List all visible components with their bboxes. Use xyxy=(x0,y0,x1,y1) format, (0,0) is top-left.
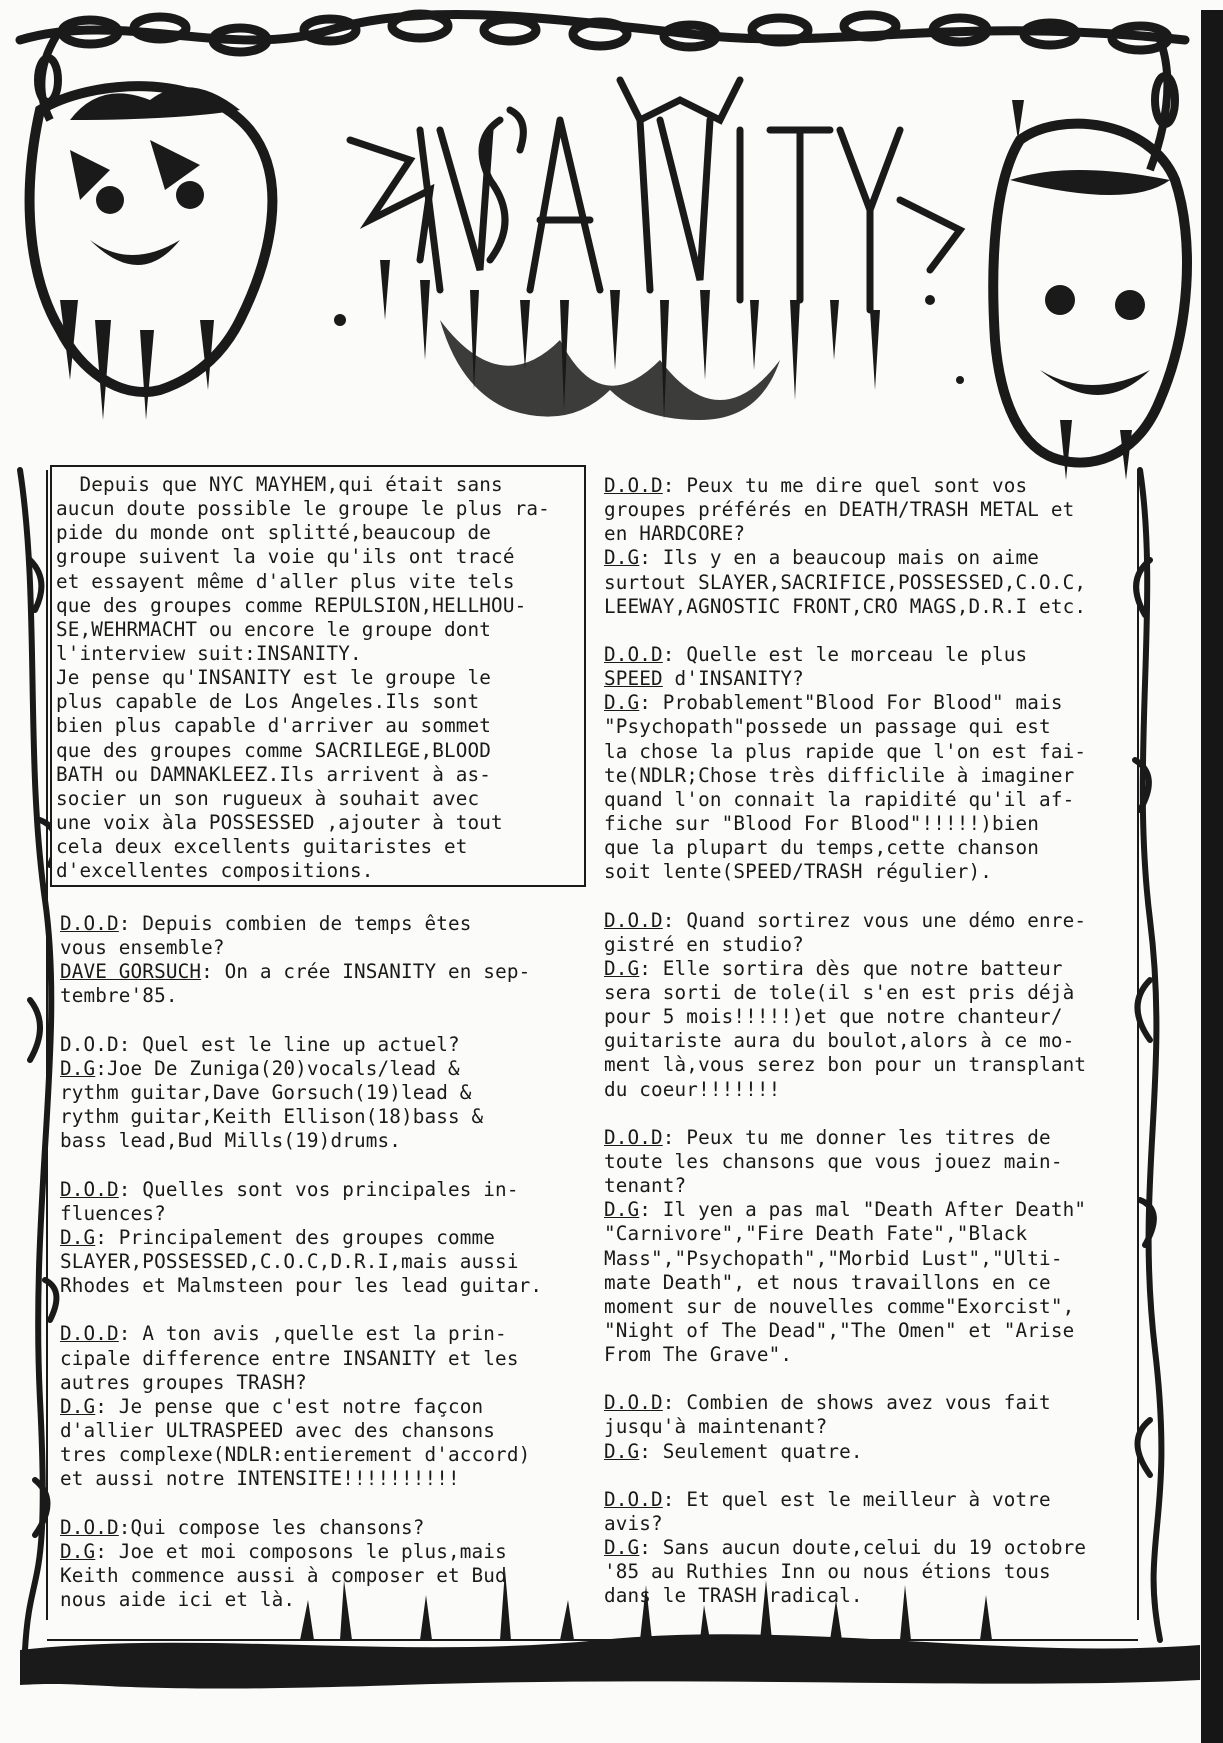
line-text: mate Death", et nous travaillons en ce xyxy=(604,1270,1051,1294)
line-text: "Psychopath"possede un passage qui est xyxy=(604,715,1051,739)
interview-line xyxy=(604,1440,1086,1464)
line-text: : Il yen a pas mal "Death After Death" xyxy=(639,1198,1087,1222)
intro-line: une voix àla POSSESSED ,ajouter à tout xyxy=(56,810,503,834)
interview-line xyxy=(604,1512,1086,1536)
intro-line: d'excellentes compositions. xyxy=(56,859,374,883)
intro-line: pide du monde ont splitté,beaucoup de xyxy=(56,521,492,545)
interview-line xyxy=(604,1174,1086,1198)
speaker-label: D.G xyxy=(604,691,640,715)
intro-line: que des groupes comme SACRILEGE,BLOOD xyxy=(56,738,492,762)
line-text: surtout SLAYER,SACRIFICE,POSSESSED,C.O.C, xyxy=(604,570,1087,594)
interview-line xyxy=(604,522,1086,546)
speaker-label: D.G xyxy=(604,956,640,980)
line-text: d'allier ULTRASPEED avec des chansons xyxy=(60,1418,496,1442)
interview-line xyxy=(60,1419,542,1443)
line-text: rythm guitar,Dave Gorsuch(19)lead & xyxy=(60,1080,472,1104)
line-text: SLAYER,POSSESSED,C.O.C,D.R.I,mais aussi xyxy=(60,1249,519,1273)
interview-line xyxy=(604,981,1086,1005)
interview-line xyxy=(604,1126,1086,1150)
line-text: sera sorti de tole(il s'en est pris déjà xyxy=(604,980,1075,1004)
interview-line xyxy=(604,1584,1086,1608)
insanity-logo-drawing xyxy=(350,80,960,310)
speaker-label: D.O.D xyxy=(604,1125,663,1149)
interview-line xyxy=(60,1009,542,1033)
line-text: Mass","Psychopath","Morbid Lust","Ulti- xyxy=(604,1246,1063,1270)
interview-line xyxy=(60,1178,542,1202)
line-text: moment sur de nouvelles comme"Exorcist", xyxy=(604,1294,1075,1318)
line-text: : On a crée INSANITY en sep- xyxy=(201,960,531,984)
interview-line xyxy=(604,1078,1086,1102)
intro-line: plus capable de Los Angeles.Ils sont xyxy=(56,690,480,714)
speaker-label: SPEED xyxy=(604,667,663,691)
line-text: nous aide ici et là. xyxy=(60,1587,296,1611)
line-text: tres complexe(NDLR:entierement d'accord) xyxy=(60,1443,531,1467)
line-text: : Quand sortirez vous une démo enre- xyxy=(662,908,1087,932)
line-text: "Night of The Dead","The Omen" et "Arise xyxy=(604,1318,1075,1342)
interview-line xyxy=(604,1053,1086,1077)
interview-line xyxy=(60,1202,542,1226)
line-text: dans le TRASH radical. xyxy=(604,1584,863,1608)
intro-line: groupe suivent la voie qu'ils ont tracé xyxy=(56,545,515,569)
line-text: Keith commence aussi à composer et Bud xyxy=(60,1563,507,1587)
interview-line xyxy=(60,1564,542,1588)
intro-line: cela deux excellents guitaristes et xyxy=(56,835,468,859)
interview-line xyxy=(60,1540,542,1564)
left-severed-head-drawing xyxy=(30,86,273,420)
speaker-label: D.G xyxy=(60,1056,96,1080)
interview-line xyxy=(60,1443,542,1467)
speaker-label: D.G xyxy=(60,1225,96,1249)
interview-line xyxy=(60,1274,542,1298)
interview-line xyxy=(60,1322,542,1346)
intro-line: aucun doute possible le groupe le plus ra- xyxy=(56,497,550,521)
line-text: bass lead,Bud Mills(19)drums. xyxy=(60,1129,401,1153)
interview-line xyxy=(604,1247,1086,1271)
interview-line xyxy=(60,1033,542,1057)
interview-line xyxy=(60,1467,542,1491)
speaker-label: D.G xyxy=(604,1536,640,1560)
speaker-label: D.G xyxy=(604,1439,640,1463)
interview-line xyxy=(60,984,542,1008)
line-text: du coeur!!!!!!! xyxy=(604,1077,781,1101)
intro-line: Depuis que NYC MAYHEM,qui était sans xyxy=(56,473,503,496)
line-text: pour 5 mois!!!!!)et que notre chanteur/ xyxy=(604,1005,1063,1029)
line-text: te(NDLR;Chose très difficlile à imaginer xyxy=(604,763,1075,787)
interview-line xyxy=(60,1105,542,1129)
line-text: et aussi notre INTENSITE!!!!!!!!!! xyxy=(60,1467,460,1491)
interview-line xyxy=(604,1415,1086,1439)
interview-line xyxy=(60,1298,542,1322)
interview-left-column xyxy=(60,912,542,1612)
interview-line xyxy=(604,1536,1086,1560)
speaker-label: D.O.D xyxy=(604,474,663,497)
interview-line xyxy=(60,960,542,984)
line-text: :Qui compose les chansons? xyxy=(118,1515,425,1539)
interview-line xyxy=(604,1343,1086,1367)
interview-line xyxy=(604,909,1086,933)
line-text: : Quelle est le morceau le plus xyxy=(662,642,1028,666)
interview-line xyxy=(604,571,1086,595)
speaker-label: D.G xyxy=(604,1198,640,1222)
line-text: soit lente(SPEED/TRASH régulier). xyxy=(604,860,993,884)
interview-line xyxy=(60,1057,542,1081)
speaker-label: D.G xyxy=(60,1539,96,1563)
speaker-label: D.G xyxy=(60,1394,96,1418)
interview-line xyxy=(604,764,1086,788)
line-text: LEEWAY,AGNOSTIC FRONT,CRO MAGS,D.R.I etc. xyxy=(604,594,1087,618)
line-text: ment là,vous serez bon pour un transplant xyxy=(604,1053,1087,1077)
line-text: : Probablement"Blood For Blood" mais xyxy=(639,691,1063,715)
line-text: d'INSANITY? xyxy=(662,667,804,691)
intro-line: bien plus capable d'arriver au sommet xyxy=(56,714,492,738)
interview-line xyxy=(604,619,1086,643)
speaker-label: D.O.D xyxy=(604,1487,663,1511)
page-number: 15 xyxy=(1118,1650,1143,1674)
interview-line xyxy=(604,884,1086,908)
line-text: : Seulement quatre. xyxy=(639,1439,863,1463)
interview-line xyxy=(60,1588,542,1612)
interview-line xyxy=(604,595,1086,619)
interview-line xyxy=(60,1129,542,1153)
line-text: : Depuis combien de temps êtes xyxy=(118,912,472,935)
speaker-label: D.O.D xyxy=(60,1322,119,1346)
speaker-label: D.O.D xyxy=(60,1515,119,1539)
intro-line: que des groupes comme REPULSION,HELLHOU- xyxy=(56,593,527,617)
right-severed-head-drawing xyxy=(993,100,1187,480)
line-text: autres groupes TRASH? xyxy=(60,1370,307,1394)
speaker-label: D.O.D xyxy=(604,1391,663,1415)
chain-icon xyxy=(20,14,1185,52)
interview-line xyxy=(604,1271,1086,1295)
line-text: gistré en studio? xyxy=(604,932,804,956)
intro-text xyxy=(56,473,550,883)
line-text: : Et quel est le meilleur à votre xyxy=(662,1487,1051,1511)
line-text: vous ensemble? xyxy=(60,936,225,960)
interview-line xyxy=(604,836,1086,860)
line-text: fiche sur "Blood For Blood"!!!!!)bien xyxy=(604,811,1040,835)
interview-line xyxy=(604,1198,1086,1222)
intro-line: socier un son rugueux à souhait avec xyxy=(56,786,480,810)
interview-line xyxy=(604,1464,1086,1488)
line-text: que la plupart du temps,cette chanson xyxy=(604,836,1040,860)
interview-line xyxy=(60,1250,542,1274)
interview-line xyxy=(604,1488,1086,1512)
intro-line: SE,WEHRMACHT ou encore le groupe dont xyxy=(56,617,492,641)
interview-line xyxy=(604,667,1086,691)
interview-line xyxy=(604,498,1086,522)
interview-line xyxy=(604,1367,1086,1391)
interview-line xyxy=(604,1102,1086,1126)
interview-line xyxy=(604,740,1086,764)
interview-line xyxy=(604,1150,1086,1174)
interview-line xyxy=(604,1560,1086,1584)
speaker-label: D.O.D xyxy=(604,642,663,666)
line-text: : Joe et moi composons le plus,mais xyxy=(95,1539,507,1563)
interview-line xyxy=(604,812,1086,836)
intro-line: et essayent même d'aller plus vite tels xyxy=(56,569,515,593)
line-text: jusqu'à maintenant? xyxy=(604,1415,828,1439)
line-text: tembre'85. xyxy=(60,984,178,1008)
interview-line xyxy=(604,933,1086,957)
speaker-label: DAVE GORSUCH xyxy=(60,960,202,984)
speaker-label: D.O.D xyxy=(60,1177,119,1201)
line-text: : Peux tu me donner les titres de xyxy=(662,1125,1051,1149)
interview-line xyxy=(604,1222,1086,1246)
speaker-label: D.G xyxy=(604,546,640,570)
interview-line xyxy=(604,691,1086,715)
interview-line xyxy=(60,1491,542,1515)
interview-line xyxy=(604,643,1086,667)
line-text: : Elle sortira dès que notre batteur xyxy=(639,956,1063,980)
line-text: en HARDCORE? xyxy=(604,522,746,546)
intro-line: BATH ou DAMNAKLEEZ.Ils arrivent à as- xyxy=(56,762,492,786)
interview-line xyxy=(604,788,1086,812)
interview-line xyxy=(604,1029,1086,1053)
interview-line xyxy=(604,1391,1086,1415)
speaker-label: D.O.D xyxy=(604,908,663,932)
line-text: cipale difference entre INSANITY et les xyxy=(60,1346,519,1370)
line-text: la chose la plus rapide que l'on est fai- xyxy=(604,739,1087,763)
line-text: rythm guitar,Keith Ellison(18)bass & xyxy=(60,1105,484,1129)
interview-line xyxy=(60,912,542,936)
line-text: : A ton avis ,quelle est la prin- xyxy=(118,1322,507,1346)
interview-line xyxy=(60,1395,542,1419)
line-text: : Ils y en a beaucoup mais on aime xyxy=(639,546,1040,570)
interview-line xyxy=(604,474,1086,498)
line-text: : Sans aucun doute,celui du 19 octobre xyxy=(639,1536,1087,1560)
line-text: fluences? xyxy=(60,1201,166,1225)
line-text: Rhodes et Malmsteen pour les lead guitar. xyxy=(60,1274,543,1298)
line-text: : Je pense que c'est notre façcon xyxy=(95,1394,484,1418)
line-text: "Carnivore","Fire Death Fate","Black xyxy=(604,1222,1028,1246)
interview-line xyxy=(60,1081,542,1105)
line-text: : Principalement des groupes comme xyxy=(95,1225,496,1249)
line-text: D.O.D: Quel est le line up actuel? xyxy=(60,1032,460,1056)
interview-line xyxy=(604,1005,1086,1029)
interview-line xyxy=(60,936,542,960)
intro-line: l'interview suit:INSANITY. xyxy=(56,641,362,665)
interview-line xyxy=(60,1516,542,1540)
line-text: toute les chansons que vous jouez main- xyxy=(604,1149,1063,1173)
interview-right-column xyxy=(604,474,1086,1609)
line-text: quand l'on connait la rapidité qu'il af- xyxy=(604,787,1075,811)
interview-line xyxy=(604,1319,1086,1343)
interview-line xyxy=(604,957,1086,981)
line-text: guitariste aura du boulot,alors à ce mo- xyxy=(604,1029,1075,1053)
interview-line xyxy=(604,546,1086,570)
line-text: tenant? xyxy=(604,1174,687,1198)
line-text: : Combien de shows avez vous fait xyxy=(662,1391,1051,1415)
line-text: From The Grave". xyxy=(604,1343,793,1367)
line-text: avis? xyxy=(604,1512,663,1536)
interview-line xyxy=(60,1371,542,1395)
line-text: : Quelles sont vos principales in- xyxy=(118,1177,519,1201)
line-text: : Peux tu me dire quel sont vos xyxy=(662,474,1028,497)
interview-line xyxy=(60,1153,542,1177)
interview-line xyxy=(60,1226,542,1250)
speaker-label: D.O.D xyxy=(60,912,119,935)
interview-line xyxy=(604,715,1086,739)
line-text: :Joe De Zuniga(20)vocals/lead & xyxy=(95,1056,460,1080)
interview-line xyxy=(604,1295,1086,1319)
line-text: groupes préférés en DEATH/TRASH METAL et xyxy=(604,498,1075,522)
line-text: '85 au Ruthies Inn ou nous étions tous xyxy=(604,1560,1051,1584)
intro-line: Je pense qu'INSANITY est le groupe le xyxy=(56,666,492,690)
interview-line xyxy=(604,860,1086,884)
interview-line xyxy=(60,1347,542,1371)
